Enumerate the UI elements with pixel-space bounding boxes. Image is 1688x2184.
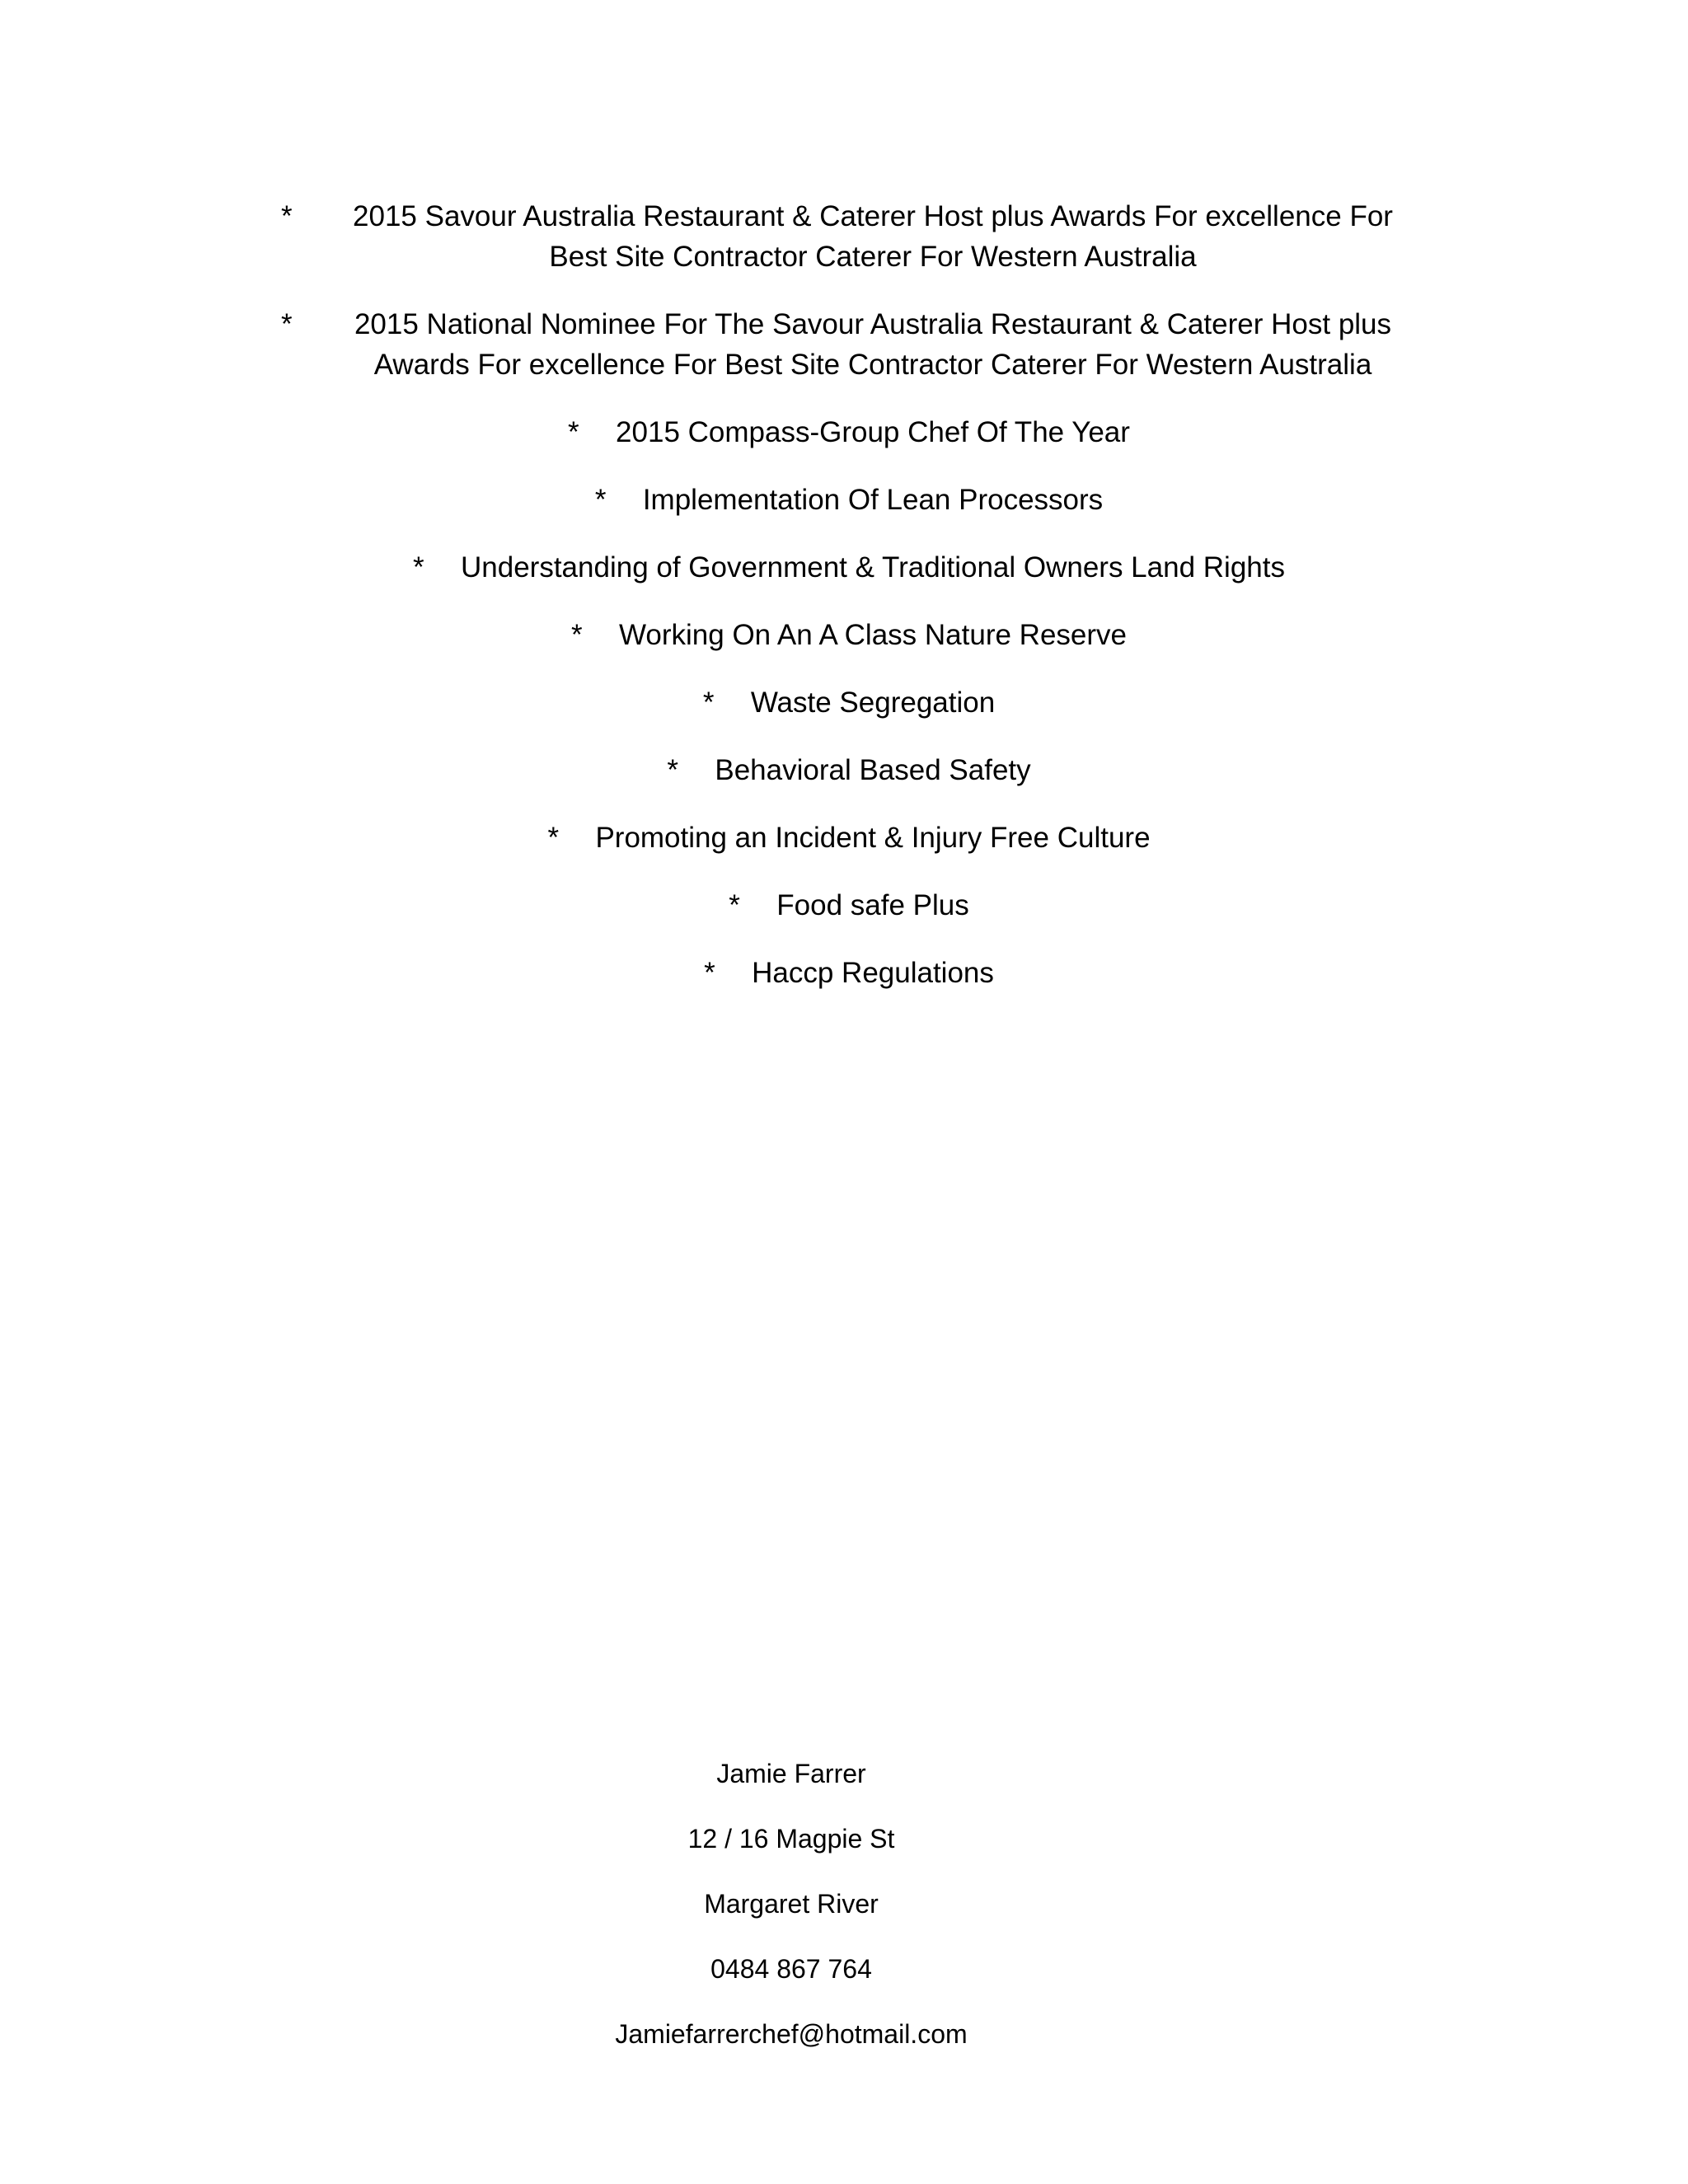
bullet: * [702,687,715,719]
achievement-text: Behavioral Based Safety [715,754,1031,786]
achievement-text: Food safe Plus [776,889,969,921]
list-item [272,885,1426,926]
bullet: * [281,200,293,232]
list-item [272,682,1426,723]
contact-block [0,1755,1635,2081]
list-item [272,818,1426,858]
contact-email: Jamiefarrerchef@hotmail.com [615,2019,968,2049]
contact-name: Jamie Farrer [716,1759,866,1788]
list-item [272,615,1426,655]
list-item [272,953,1426,993]
contact-address: 12 / 16 Magpie St [687,1824,895,1854]
achievement-text: Understanding of Government & Traditional Owners Land Rights [461,551,1285,583]
achievement-text: Haccp Regulations [752,957,994,989]
bullet: * [568,416,579,448]
achievement-text: Implementation Of Lean Processors [642,484,1104,516]
achievement-text: 2015 National Nominee For The Savour Australia Restaurant & Caterer Host plus Awards For excellence For Best Site Contractor Caterer For Western Australia [354,308,1392,381]
achievement-text: 2015 Compass-Group Chef Of The Year [616,416,1130,448]
list-item [272,750,1426,790]
contact-suburb: Margaret River [704,1889,879,1919]
contact-phone: 0484 867 764 [710,1954,872,1984]
list-item [272,547,1426,588]
bullet: * [570,619,583,651]
bullet: * [413,551,424,583]
list-item [272,196,1426,277]
achievement-text: Promoting an Incident & Injury Free Culture [595,822,1151,854]
achievements-list [272,196,1426,1020]
bullet: * [704,957,715,989]
achievement-text: 2015 Savour Australia Restaurant & Caterer Host plus Awards For excellence For Best Site Contractor Caterer For Western Australia [353,200,1393,273]
list-item [272,480,1426,520]
achievement-text: Waste Segregation [750,687,996,719]
bullet: * [729,889,740,921]
bullet: * [594,484,607,516]
list-item [272,412,1426,452]
bullet: * [281,308,293,340]
bullet: * [667,754,678,786]
list-item [272,304,1426,385]
bullet: * [547,822,560,854]
achievement-text: Working On An A Class Nature Reserve [618,619,1128,651]
